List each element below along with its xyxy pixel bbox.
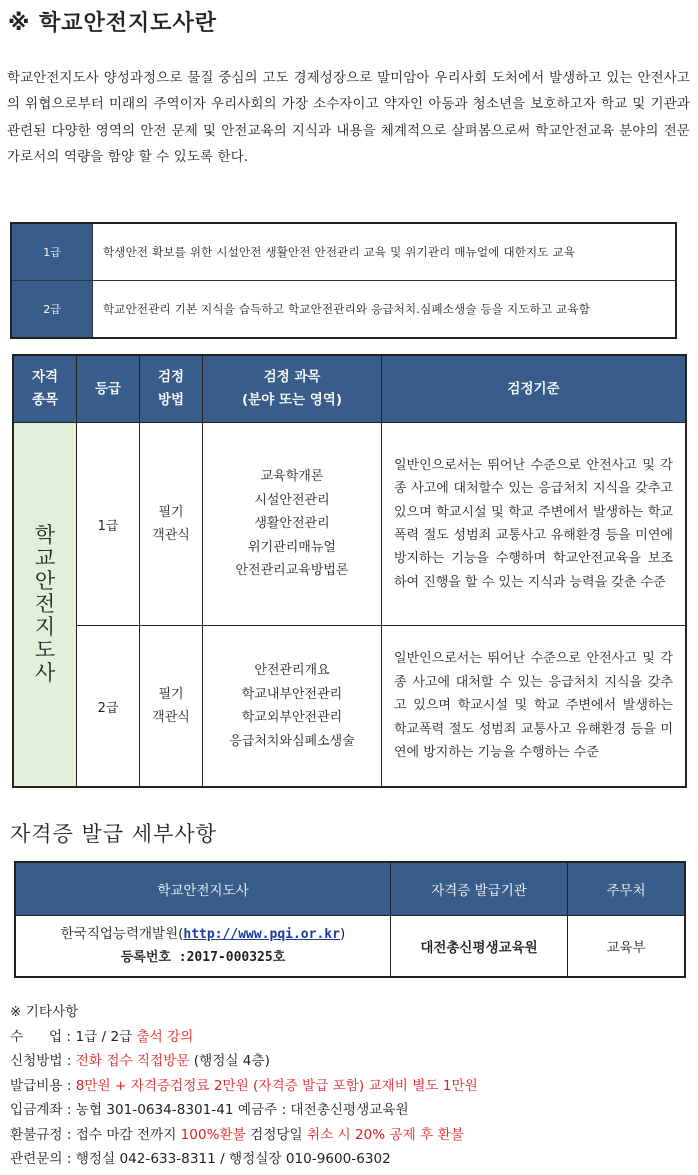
kind-char: 전 bbox=[34, 592, 56, 616]
row-subjects: 안전관리개요 학교내부안전관리 학교외부안전관리 응급처치와심폐소생술 bbox=[203, 626, 382, 788]
misc-separator: : bbox=[62, 1126, 76, 1143]
table-header-row bbox=[13, 355, 686, 423]
misc-value: 1급 / 2급 bbox=[75, 1028, 137, 1045]
kind-char: 안 bbox=[34, 569, 56, 593]
header-ministry: 주무처 bbox=[568, 862, 686, 916]
grade-label: 1급 bbox=[11, 223, 93, 281]
grade-summary-table bbox=[10, 222, 677, 339]
org-link[interactable]: http://www.pqi.or.kr bbox=[183, 927, 340, 942]
grade-description: 학생안전 확보를 위한 시설안전 생활안전 안전관리 교육 및 위기관리 매뉴얼에 대한지도 교육 bbox=[93, 223, 677, 281]
table-row bbox=[15, 916, 685, 978]
misc-highlight: 취소 시 20% 공제 후 환불 bbox=[306, 1126, 464, 1143]
misc-label: 환불규정 bbox=[10, 1126, 63, 1143]
table-header-row bbox=[15, 862, 685, 916]
row-method: 필기 객관식 bbox=[140, 423, 203, 626]
misc-highlight: 8만원 + 자격증검정료 2만원 (자격증 발급 포함) 교재비 별도 1만원 bbox=[75, 1077, 478, 1094]
header-issuer: 자격증 발급기관 bbox=[391, 862, 568, 916]
qualification-table bbox=[12, 354, 687, 788]
row-grade: 1급 bbox=[77, 423, 140, 626]
header-certificate: 학교안전지도사 bbox=[15, 862, 391, 916]
misc-value: (행정실 4층) bbox=[189, 1053, 270, 1069]
issue-heading: 자격증 발급 세부사항 bbox=[10, 822, 217, 846]
issue-table bbox=[14, 861, 686, 978]
misc-row bbox=[10, 1049, 478, 1074]
misc-row bbox=[10, 1074, 478, 1099]
row-subjects: 교육학개론 시설안전관리 생활안전관리 위기관리매뉴얼 안전관리교육방법론 bbox=[203, 423, 382, 626]
misc-heading: ※ 기타사항 bbox=[10, 1004, 79, 1020]
misc-section bbox=[10, 1000, 478, 1172]
row-criteria: 일반인으로서는 뛰어난 수준으로 안전사고 및 각종 사고에 대처할수 있는 응급처치 지식을 갖추고 있으며 학교시설 및 학교 주변에서 발생하는 학교폭력 절도 성범죄 교통사고 유해환경 등을 미연에 방지하는 기능을 수행하며 학교안전교육을 보조하여 진행을 할 수 있는 지식과 능력을 갖춘 수준 bbox=[382, 423, 687, 626]
registration-number: 등록번호 :2017-000325호 bbox=[120, 950, 286, 965]
misc-separator: : bbox=[62, 1102, 76, 1118]
row-criteria: 일반인으로서는 뛰어난 수준으로 안전사고 및 각종 사고에 대처할 수 있는 응급처치 지식을 갖추고 있으며 학교시설 및 학교 주변에서 발생하는 학교폭력 절도 성범죄 교통사고 유해환경 등을 미연에 방지하는 기능을 수행하는 수준 bbox=[382, 626, 687, 788]
header-criteria: 검정기준 bbox=[382, 355, 687, 423]
org-prefix: 한국직업능력개발원( bbox=[60, 926, 184, 942]
misc-label: 입금계좌 bbox=[10, 1102, 63, 1118]
misc-label: 수 업 bbox=[10, 1028, 63, 1045]
kind-char: 지 bbox=[34, 615, 56, 639]
misc-value: 농협 301-0634-8301-41 예금주 : 대전총신평생교육원 bbox=[75, 1102, 409, 1118]
misc-row bbox=[10, 1147, 478, 1172]
table-row bbox=[11, 223, 676, 281]
table-row bbox=[11, 281, 676, 339]
row-grade: 2급 bbox=[77, 626, 140, 788]
header-grade: 등급 bbox=[77, 355, 140, 423]
grade-label: 2급 bbox=[11, 281, 93, 339]
misc-row bbox=[10, 1025, 478, 1050]
row-method: 필기 객관식 bbox=[140, 626, 203, 788]
grade-description: 학교안전관리 기본 지식을 습득하고 학교안전관리와 응급처치.심폐소생술 등을 지도하고 교육함 bbox=[93, 281, 677, 339]
header-kind: 자격 종목 bbox=[13, 355, 77, 423]
qualification-kind-label bbox=[15, 524, 75, 685]
misc-row bbox=[10, 1098, 478, 1123]
ministry-cell: 교육부 bbox=[568, 916, 686, 978]
kind-char: 사 bbox=[34, 661, 56, 685]
misc-label: 발급비용 bbox=[10, 1077, 63, 1094]
misc-value: 검정당일 bbox=[245, 1126, 307, 1143]
header-subject: 검정 과목 (분야 또는 영역) bbox=[203, 355, 382, 423]
misc-value: 접수 마감 전까지 bbox=[75, 1126, 181, 1143]
misc-separator: : bbox=[62, 1053, 76, 1069]
qualification-kind bbox=[13, 423, 77, 788]
page-title: ※ 학교안전지도사란 bbox=[8, 11, 218, 36]
misc-label: 관련문의 bbox=[10, 1151, 63, 1167]
misc-separator: : bbox=[62, 1151, 76, 1167]
kind-char: 학 bbox=[34, 523, 56, 547]
misc-highlight: 전화 접수 직접방문 bbox=[75, 1053, 190, 1069]
misc-value: 행정실 042-633-8311 / 행정실장 010-9600-6302 bbox=[75, 1151, 391, 1167]
misc-separator: : bbox=[62, 1028, 76, 1045]
issuer-cell: 대전총신평생교육원 bbox=[391, 916, 568, 978]
table-row bbox=[13, 423, 686, 626]
kind-char: 교 bbox=[34, 546, 56, 570]
misc-highlight: 100%환불 bbox=[180, 1126, 246, 1143]
kind-char: 도 bbox=[34, 638, 56, 662]
table-row bbox=[13, 626, 686, 788]
misc-separator: : bbox=[62, 1077, 76, 1094]
intro-paragraph: 학교안전지도사 양성과정으로 물질 중심의 고도 경제성장으로 말미암아 우리사회 도처에서 발생하고 있는 안전사고의 위협으로부터 미래의 주역이자 우리사회의 가장 소수자이고 약자인 아동과 청소년을 보호하고자 학교 및 기관과 관련된 다양한 영역의 안전 문제 및 안전교육의 지식과 내용을 체계적으로 살펴봄으로써 학교안전교육 분야의 전문가로서의 역량을 함양 할 수 있도록 한다. bbox=[7, 71, 690, 166]
misc-row bbox=[10, 1123, 478, 1148]
misc-highlight: 출석 강의 bbox=[136, 1028, 194, 1045]
organization-cell bbox=[15, 916, 391, 978]
org-suffix: ) bbox=[339, 926, 346, 942]
header-method: 검정 방법 bbox=[140, 355, 203, 423]
misc-label: 신청방법 bbox=[10, 1053, 63, 1069]
